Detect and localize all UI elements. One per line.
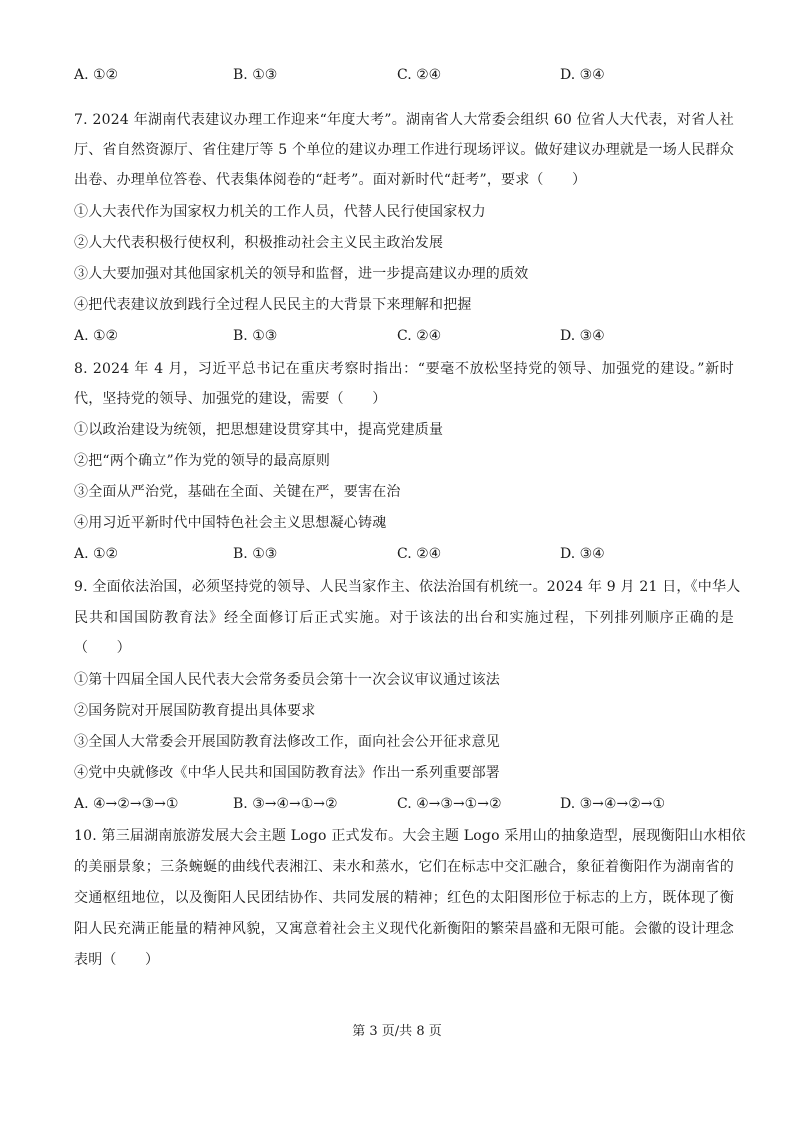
option-a[interactable]: A. ①② [74, 546, 119, 562]
question-8-statement-2: ②把“两个确立”作为党的领导的最高原则 [74, 453, 331, 469]
option-b[interactable]: B. ①③ [233, 67, 278, 83]
question-7-stem-line-2: 厅、省自然资源厅、省住建厅等 5 个单位的建议办理工作进行现场评议。做好建议办理就是一场人民群众 [74, 142, 734, 158]
option-a[interactable]: A. ①② [74, 67, 119, 83]
question-9-stem-line-3: （ ） [74, 640, 131, 656]
question-10-stem-line-2: 的美丽景象；三条蜿蜒的曲线代表湘江、耒水和蒸水，它们在标志中交汇融合，象征着衡阳作为湖南省的 [74, 859, 734, 875]
option-d[interactable]: D. ③④ [560, 67, 605, 83]
question-9-statement-4: ④党中央就修改《中华人民共和国国防教育法》作出一系列重要部署 [74, 765, 500, 781]
option-b[interactable]: B. ③→④→①→② [233, 796, 338, 812]
question-10-stem-line-5: 表明（ ） [74, 952, 160, 968]
question-10-stem-line-3: 交通枢纽地位，以及衡阳人民团结协作、共同发展的精神；红色的太阳图形位于标志的上方，既体现了衡 [74, 890, 734, 906]
question-8-statement-3: ③全面从严治党，基础在全面、关键在严，要害在治 [74, 484, 401, 500]
question-8-statement-1: ①以政治建设为统领，把思想建设贯穿其中，提高党建质量 [74, 422, 444, 438]
option-d[interactable]: D. ③④ [560, 546, 605, 562]
question-7-statement-1: ①人大表代作为国家权力机关的工作人员，代替人民行使国家权力 [74, 204, 486, 220]
question-9-stem-line-1: 9. 全面依法治国，必须坚持党的领导、人民当家作主、依法治国有机统一。2024 年 9 月 21 日，《中华人 [74, 579, 741, 595]
question-7-statement-2: ②人大代表积极行使权利，积极推动社会主义民主政治发展 [74, 235, 444, 251]
option-d[interactable]: D. ③④ [560, 328, 605, 344]
question-8-options [74, 545, 734, 563]
question-10-stem-line-1: 10. 第三届湖南旅游发展大会主题 Logo 正式发布。大会主题 Logo 采用山的抽象造型，展现衡阳山水相依 [74, 828, 746, 844]
option-a[interactable]: A. ①② [74, 328, 119, 344]
option-b[interactable]: B. ①③ [233, 546, 278, 562]
question-7-statement-3: ③人大要加强对其他国家机关的领导和监督，进一步提高建议办理的质效 [74, 266, 529, 282]
question-8-stem-line-1: 8. 2024 年 4 月，习近平总书记在重庆考察时指出：“要毫不放松坚持党的领导、加强党的建设。”新时 [74, 361, 734, 377]
question-7-options [74, 327, 734, 345]
question-6-options [74, 66, 734, 84]
question-9-statement-1: ①第十四届全国人民代表大会常务委员会第十一次会议审议通过该法 [74, 672, 500, 688]
question-7-stem-line-1: 7. 2024 年湖南代表建议办理工作迎来“年度大考”。湖南省人大常委会组织 60 位省人大代表，对省人社 [74, 112, 734, 128]
option-a[interactable]: A. ④→②→③→① [74, 796, 179, 812]
question-7-statement-4: ④把代表建议放到践行全过程人民民主的大背景下来理解和把握 [74, 297, 472, 313]
option-d[interactable]: D. ③→④→②→① [560, 796, 666, 812]
question-8-statement-4: ④用习近平新时代中国特色社会主义思想凝心铸魂 [74, 515, 387, 531]
question-9-stem-line-2: 民共和国国防教育法》经全面修订后正式实施。对于该法的出台和实施过程，下列排列顺序正确的是 [74, 610, 734, 626]
option-c[interactable]: C. ②④ [397, 328, 442, 344]
option-b[interactable]: B. ①③ [233, 328, 278, 344]
question-7-stem-line-3: 出卷、办理单位答卷、代表集体阅卷的“赶考”。面对新时代“赶考”，要求（ ） [74, 172, 587, 188]
option-c[interactable]: C. ④→③→①→② [397, 796, 502, 812]
question-9-options [74, 795, 734, 813]
page-number: 第 3 页/共 8 页 [352, 1024, 442, 1039]
option-c[interactable]: C. ②④ [397, 67, 442, 83]
question-9-statement-2: ②国务院对开展国防教育提出具体要求 [74, 703, 316, 719]
question-10-stem-line-4: 阳人民充满正能量的精神风貌，又寓意着社会主义现代化新衡阳的繁荣昌盛和无限可能。会徽的设计理念 [74, 921, 734, 937]
question-9-statement-3: ③全国人大常委会开展国防教育法修改工作，面向社会公开征求意见 [74, 734, 500, 750]
option-c[interactable]: C. ②④ [397, 546, 442, 562]
question-8-stem-line-2: 代，坚持党的领导、加强党的建设，需要（ ） [74, 391, 387, 407]
